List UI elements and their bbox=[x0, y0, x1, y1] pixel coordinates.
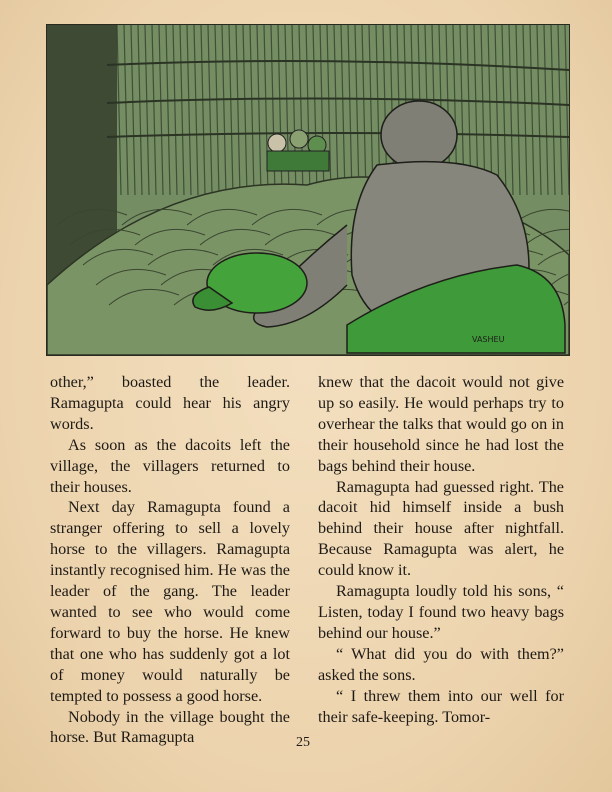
thatched-hut-man-with-bags-icon bbox=[47, 25, 569, 355]
paragraph: Nobody in the village bought the horse. But Ramagupta bbox=[50, 707, 290, 747]
paragraph: As soon as the dacoits left the village, the villagers returned to their houses. bbox=[50, 435, 290, 496]
story-illustration bbox=[46, 24, 570, 356]
paragraph: other,” boasted the leader. Ramagupta could hear his angry words. bbox=[50, 373, 290, 433]
paragraph: Ramagupta loudly told his sons, “ Listen, today I found two heavy bags behind our house.” bbox=[318, 582, 564, 642]
text-column-right bbox=[318, 372, 564, 727]
paragraph: Ramagupta had guessed right. The dacoit hid himself inside a bush behind their house after nightfall. Because Ramagupta was alert, he could know it. bbox=[318, 477, 564, 580]
paragraph: Next day Ramagupta found a stranger offering to sell a lovely horse to the villagers. Ramagupta instantly recognised him. He was the leader of the gang. The leader wanted to see who would come forward to buy the horse. He knew that one who has suddenly got a lot of money would naturally be tempted to possess a good horse. bbox=[50, 498, 290, 705]
paragraph: “ I threw them into our well for their safe-keeping. Tomor- bbox=[318, 686, 564, 726]
text-column-left bbox=[50, 372, 290, 748]
paragraph: “ What did you do with them?” asked the sons. bbox=[318, 644, 564, 684]
paragraph: knew that the dacoit would not give up so easily. He would perhaps try to overhear the talks that would go on in their household since he had lost the bags behind their house. bbox=[318, 373, 564, 475]
page-number: 25 bbox=[296, 735, 310, 750]
artist-signature: VASHEU bbox=[472, 335, 505, 344]
